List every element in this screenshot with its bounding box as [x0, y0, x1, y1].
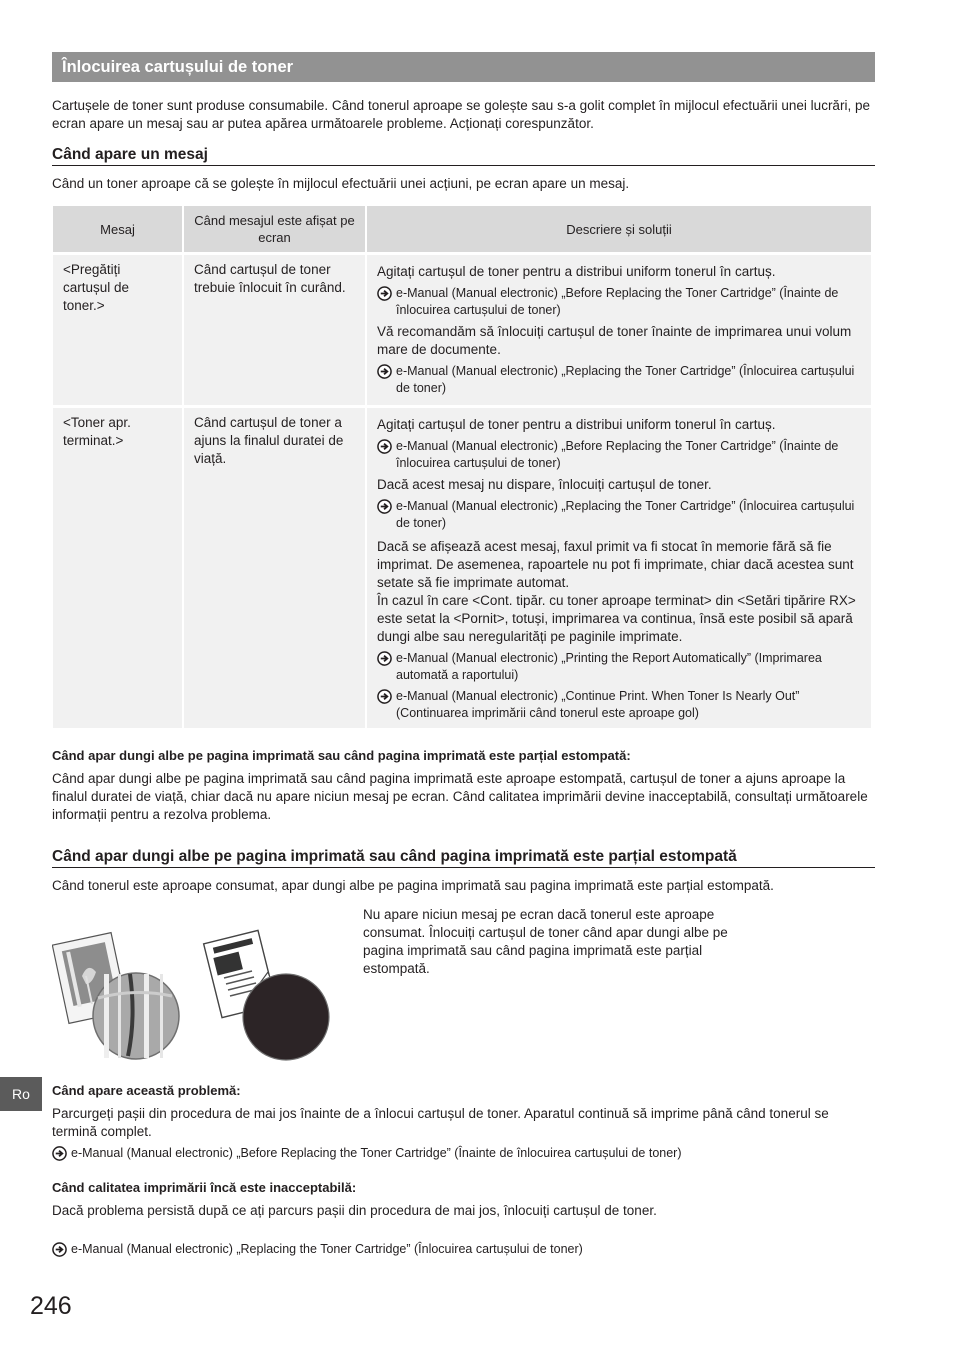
reference-text: e-Manual (Manual electronic) „Continue Print. When Toner Is Nearly Out” (Continuarea imprimării când tonerul este aproape gol)	[396, 689, 800, 720]
table-header-message: Mesaj	[53, 206, 182, 255]
circle-arrow-icon	[52, 1146, 67, 1161]
reference-text: e-Manual (Manual electronic) „Before Replacing the Toner Cartridge” (Înainte de înlocuirea cartușului de toner)	[71, 1146, 682, 1160]
reference-text: e-Manual (Manual electronic) „Before Replacing the Toner Cartridge” (Înainte de înlocuirea cartușului de toner)	[396, 439, 839, 470]
streaks-section-lead: Când tonerul este aproape consumat, apar dungi albe pe pagina imprimată sau pagina imprimată este parțial estompată.	[52, 878, 774, 893]
dark-magnify-circle	[243, 974, 329, 1060]
circle-arrow-icon	[377, 364, 392, 379]
when-cell: Când cartușul de toner trebuie înlocuit în curând.	[194, 262, 346, 295]
section-title: Înlocuirea cartușului de toner	[52, 52, 875, 82]
streaks-note-body: Când apar dungi albe pe pagina imprimată sau când pagina imprimată este aproape estompată, cartușul de toner a ajuns aproape la finalul duratei de viață, chiar dacă nu apare niciun mesaj pe ecran. Când calitatea imprimării devine inacceptabilă, consultați următoarele informații pentru a rezolva problema.	[52, 771, 868, 822]
description-text: Dacă se afișează acest mesaj, faxul primit va fi stocat în memorie fără să fie imprimat. De asemenea, rapoartele nu pot fi imprimate, chiar dacă acestea sunt setate să fie imprimate automat.	[377, 539, 854, 590]
reference-text: e-Manual (Manual electronic) „Replacing the Toner Cartridge” (Înlocuirea cartușului de toner)	[396, 364, 855, 395]
streaks-section-heading: Când apar dungi albe pe pagina imprimată sau când pagina imprimată este parțial estompată	[52, 847, 875, 868]
table-row	[53, 408, 871, 728]
description-text: În cazul în care <Cont. tipăr. cu toner aproape terminat> din <Setări tipărire RX> este setat la <Pornit>, totuși, imprimarea va continua, însă este posibil să apară dungi albe sau neregularități pe paginile imprimate.	[377, 593, 856, 644]
description-text: Agitați cartușul de toner pentru a distribui uniform tonerul în cartuș.	[377, 417, 776, 432]
manual-reference	[377, 285, 861, 319]
intro-text: Cartușele de toner sunt produse consumabile. Când tonerul aproape se golește sau s-a golit complet în mijlocul efectuării unei lucrări, pe ecran apare un mesaj sau ar putea apărea următoarele probleme. Acționați corespunzător.	[52, 98, 870, 131]
manual-reference	[377, 498, 861, 532]
figure-description: Nu apare niciun mesaj pe ecran dacă tonerul este aproape consumat. Înlocuiți cartușul de toner când apar dungi albe pe pagina imprimată sau când pagina imprimată este parțial estompată.	[363, 907, 728, 976]
message-section-lead: Când un toner aproape că se golește în mijlocul efectuării unei acțiuni, pe ecran apare un mesaj.	[52, 176, 630, 191]
message-section-heading: Când apare un mesaj	[52, 145, 875, 166]
manual-reference	[377, 438, 861, 472]
circle-arrow-icon	[377, 286, 392, 301]
reference-text: e-Manual (Manual electronic) „Before Replacing the Toner Cartridge” (Înainte de înlocuirea cartușului de toner)	[396, 286, 839, 317]
manual-reference	[377, 650, 861, 684]
circle-arrow-icon	[377, 439, 392, 454]
message-cell: <Toner apr. terminat.>	[63, 415, 131, 448]
toner-streaks-illustration	[52, 928, 334, 1066]
manual-reference	[377, 363, 861, 397]
table-header-description: Descriere și soluții	[367, 206, 871, 255]
circle-arrow-icon	[52, 1242, 67, 1257]
manual-reference	[52, 1145, 895, 1162]
table-row	[53, 255, 871, 408]
description-text: Dacă acest mesaj nu dispare, înlocuiți cartușul de toner.	[377, 477, 712, 492]
manual-reference	[377, 688, 861, 722]
circle-arrow-icon	[377, 651, 392, 666]
description-text: Vă recomandăm să înlocuiți cartușul de toner înainte de imprimarea unui volum mare de documente.	[377, 324, 852, 357]
message-cell: <Pregătiți cartușul de toner.>	[63, 262, 130, 313]
problem-body: Parcurgeți pașii din procedura de mai jos înainte de a înlocui cartușul de toner. Aparatul continuă să imprime până când tonerul se termină complet.	[52, 1106, 829, 1139]
table-header-when: Când mesajul este afișat pe ecran	[184, 206, 365, 255]
description-text: Agitați cartușul de toner pentru a distribui uniform tonerul în cartuș.	[377, 264, 776, 279]
reference-text: e-Manual (Manual electronic) „Replacing the Toner Cartridge” (Înlocuirea cartușului de toner)	[71, 1242, 583, 1256]
streak-magnify-circle	[93, 973, 179, 1059]
reference-text: e-Manual (Manual electronic) „Printing the Report Automatically” (Imprimarea automată a raportului)	[396, 651, 822, 682]
problem-heading: Când apare această problemă:	[52, 1083, 241, 1098]
quality-body: Dacă problema persistă după ce ați parcurs pașii din procedura de mai jos, înlocuiți cartușul de toner.	[52, 1203, 657, 1218]
page-number: 246	[30, 1292, 72, 1320]
language-tab: Ro	[0, 1077, 42, 1111]
reference-text: e-Manual (Manual electronic) „Replacing the Toner Cartridge” (Înlocuirea cartușului de toner)	[396, 499, 855, 530]
circle-arrow-icon	[377, 499, 392, 514]
message-table	[51, 206, 873, 728]
manual-reference	[52, 1241, 895, 1258]
quality-heading: Când calitatea imprimării încă este inacceptabilă:	[52, 1180, 357, 1195]
circle-arrow-icon	[377, 689, 392, 704]
streaks-note-heading: Când apar dungi albe pe pagina imprimată sau când pagina imprimată este parțial estompată:	[52, 748, 631, 763]
when-cell: Când cartușul de toner a ajuns la finalul duratei de viață.	[194, 415, 344, 466]
